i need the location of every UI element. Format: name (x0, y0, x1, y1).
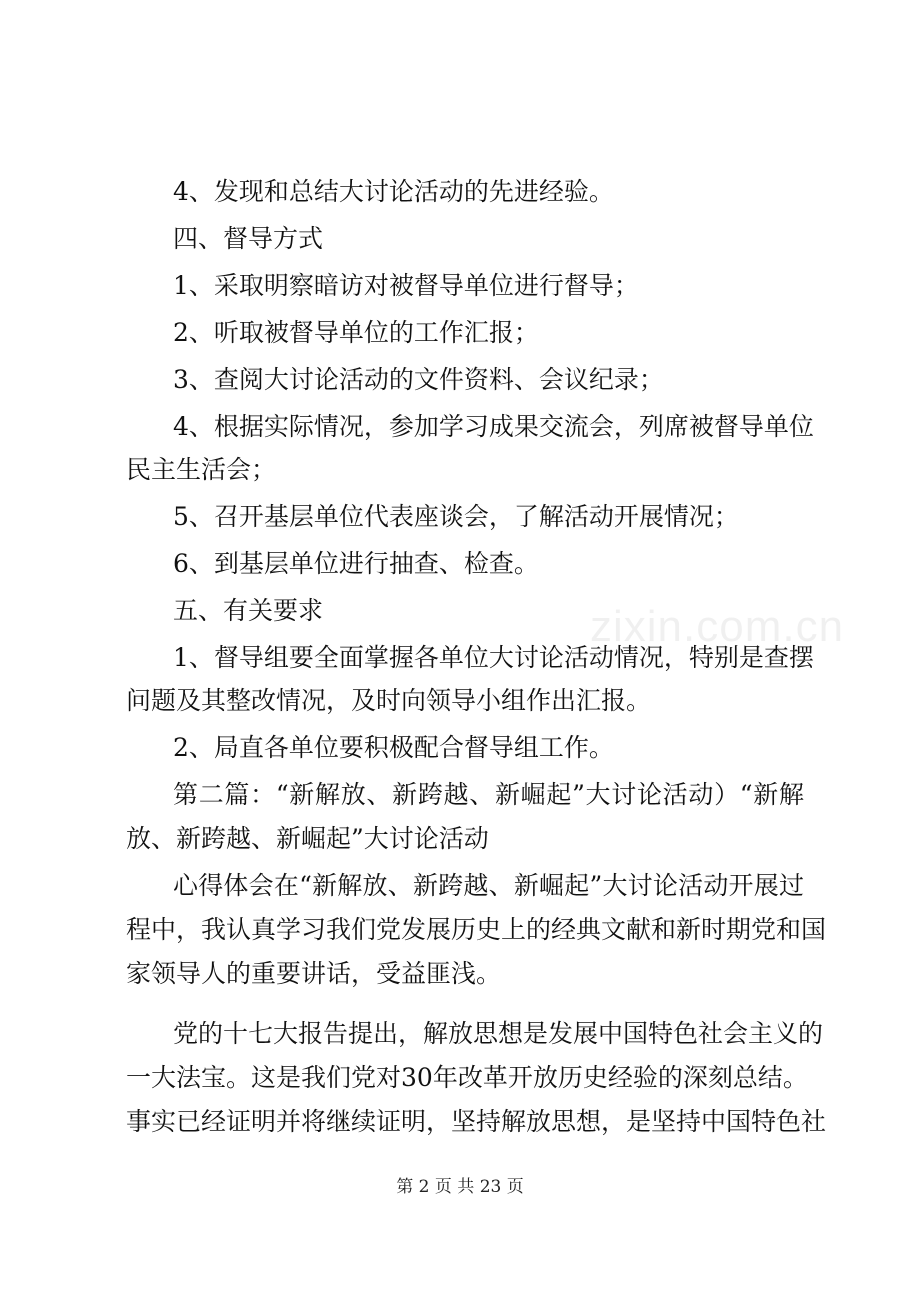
page-footer: 第 2 页 共 23 页 (396, 1177, 524, 1197)
watermark: zixin.com.cn (590, 602, 845, 651)
document-page: 4、发现和总结大讨论活动的先进经验。 四、督导方式 1、采取明察暗访对被督导单位进行督导； 2、听取被督导单位的工作汇报； 3、查阅大讨论活动的文件资料、会议纪录； 4、根据实际情况，参加学习成果交流会，列席被督导单位 民主生活会； 5、召开基层单位代表座谈会，了解活动开展情况； 6、到基层单位进行抽查、检查。 五、有关要求 1、督导组要全面掌握各单位大讨论活动情况，特别是查摆 问题及其整改情况，及时向领导小组作出汇报。 2、局直各单位要积极配合督导组工作。 第二篇：“新解放、新跨越、新崛起”大讨论活动）“新解 放、新跨越、新崛起”大讨论活动 心得体会在“新解放、新跨越、新崛起”大讨论活动开展过 程中，我认真学习我们党发展历史上的经典文献和新时期党和国 家领导人的重要讲话，受益匪浅。 党的十七大报告提出，解放思想是发展中国特色社会主义的 一大法宝。这是我们党对30年改革开放历史经验的深刻总结。 事实已经证明并将继续证明，坚持解放思想，是坚持中国特色社 zixin.com.cn 第 2 页 共 23 页 (0, 0, 920, 1302)
